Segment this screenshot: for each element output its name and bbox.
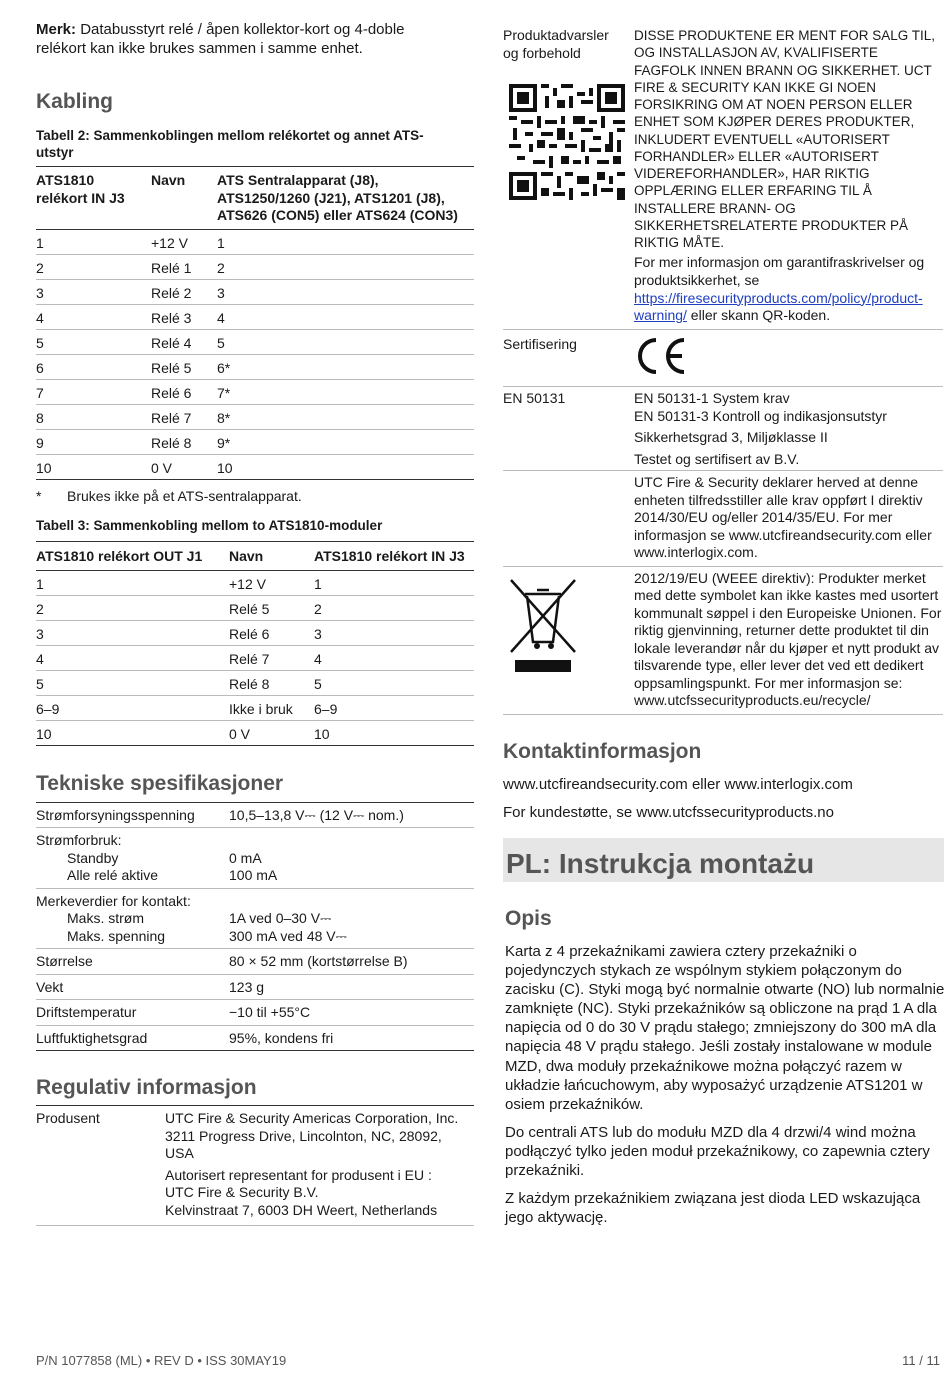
table-row — [36, 279, 474, 304]
warnings-upper: DISSE PRODUKTENE ER MENT FOR SALG TIL, OG INSTALLASJON AV, KVALIFISERTE FAGFOLK INNEN BRANN OG SIKKERHET. UCT FIRE & SECURITY KAN IKKE GI NOEN FORSIKRING OM AT NOEN PERSON ELLER ENHET SOM KJØPER DERES PRODUKTER, INKLUDERT EVENTUELL «AUTORISERT FORHANDLER» ELLER «AUTORISERT VIDEREFORHANDLER», HAR RIKTIG OPPLÆRING ELLER ERFARING TIL Å INSTALLERE BRANN- OG SIKKERHETSRELATERTE PRODUKTER PÅ RIKTIG MÅTE. — [634, 28, 936, 251]
table3-cell: 5 — [36, 671, 229, 696]
table-row — [36, 354, 474, 379]
table-row — [36, 1000, 474, 1026]
table3-header-col2: Navn — [229, 541, 314, 571]
contact-line1: www.utcfireandsecurity.com eller www.interlogix.com — [503, 776, 853, 794]
ce-mark-icon — [634, 336, 690, 376]
table2-header-col1: ATS1810 relékort IN J3 — [36, 167, 151, 230]
opis-heading: Opis — [505, 907, 552, 930]
table3-cell: Ikke i bruk — [229, 696, 314, 721]
spec-value: 95%, kondens fri — [229, 1025, 474, 1051]
spec-label: Vekt — [36, 974, 229, 1000]
table3-cell: 2 — [314, 596, 474, 621]
table-row — [36, 329, 474, 354]
table-row — [36, 802, 474, 828]
opis-para1: Karta z 4 przekaźnikami zawiera cztery przekaźniki o pojedynczych stykach ze wspólnym stykiem połączonym do zacisku (C). Styki mogą być normalnie otwarte (NO) lub normalnie zamknięte (NC). Styki przekaźników są obliczone na prąd 1 A dla napięcia od 0 do 30 V prądu stałego; zmniejszony do 300 mA dla napięcia 48 V prądu stałego. Jeśli zostały instalowane w module MZD, dwa moduły przekaźnikowe można połączyć razem w układzie łańcuchowym, aby wyposażyć urządzenie ATS1201 w osiem przekaźników. — [505, 943, 945, 1113]
table-row — [36, 404, 474, 429]
table2-cell: 7* — [217, 379, 474, 404]
pl-banner-title: PL: Instrukcja montażu — [506, 848, 815, 879]
rep-line: UTC Fire & Security B.V. — [165, 1184, 319, 1201]
table2-cell: 3 — [217, 279, 474, 304]
producer-line: 3211 Progress Drive, Lincolnton, NC, 28092, USA — [165, 1127, 442, 1162]
table3-cell: +12 V — [229, 571, 314, 596]
table2-cell: 9* — [217, 429, 474, 454]
table2-cell: 8* — [217, 404, 474, 429]
spec-label: Størrelse — [36, 949, 229, 975]
spec-label: Driftstemperatur — [36, 1000, 229, 1026]
rep-line: Kelvinstraat 7, 6003 DH Weert, Netherlands — [165, 1201, 438, 1218]
producer-info — [165, 1106, 474, 1226]
table2-cell: Relé 8 — [151, 429, 217, 454]
table2 — [36, 166, 474, 480]
table2-cell: 8 — [36, 404, 151, 429]
spec-sublabel: Standby — [67, 849, 119, 866]
table3-cell: Relé 7 — [229, 646, 314, 671]
kabling-heading: Kabling — [36, 90, 113, 114]
contact-heading: Kontaktinformasjon — [503, 739, 702, 763]
specs-table — [36, 802, 474, 1052]
table3-cell: 10 — [36, 721, 229, 746]
warnings-tail: eller skann QR-koden. — [686, 307, 831, 324]
spec-value: 1A ved 0–30 V⎓ — [229, 910, 332, 927]
table2-caption-label: Tabell 2: — [36, 128, 90, 144]
table2-caption — [36, 128, 446, 162]
opis-para3: Z każdym przekaźnikiem związana jest dioda LED wskazująca jego aktywację. — [505, 1189, 921, 1226]
en-line: EN 50131-1 System krav — [634, 390, 790, 407]
warnings-label-cell — [503, 24, 634, 329]
warnings-more-text: For mer informasjon om garantifraskrivelser og produktsikkerhet, se — [634, 254, 925, 289]
table2-cell: 2 — [36, 254, 151, 279]
table2-cell: 9 — [36, 429, 151, 454]
opis-para2: Do centrali ATS lub do modułu MZD dla 4 drzwi/4 wind można podłączyć tylko jeden moduł przekaźnikowy, co zapewnia cztery przekaźniki. — [505, 1123, 930, 1179]
spec-value: 100 mA — [229, 867, 278, 884]
cert-mark-cell — [634, 329, 943, 387]
table3-cell: 1 — [314, 571, 474, 596]
en-line: EN 50131-3 Kontroll og indikasjonsutstyr — [634, 407, 887, 424]
table3-cell: 10 — [314, 721, 474, 746]
spec-sublabel: Maks. strøm — [67, 910, 144, 927]
spec-value: 80 × 52 mm (kortstørrelse B) — [229, 949, 474, 975]
table-row — [36, 646, 474, 671]
spec-sublabel: Alle relé aktive — [67, 867, 159, 884]
en-label: EN 50131 — [503, 387, 634, 471]
note-label: Merk: — [36, 21, 77, 38]
table3-cell: 0 V — [229, 721, 314, 746]
footer-part-number: P/N 1077858 (ML) • REV D • ISS 30MAY19 — [36, 1353, 287, 1368]
table2-cell: 5 — [36, 329, 151, 354]
warnings-label: Produktadvarsler og forbehold — [503, 27, 609, 61]
weee-text: 2012/19/EU (WEEE direktiv): Produkter merket med dette symbolet kan ikke kastes med usortert kommunalt søppel i den Europeiske Unionen. For riktig gjenvinning, returner dette produktet til din lokale leverandør når du kjøper et nytt produkt av tilsvarende type, eller lever det ved ett dedikert oppsamlingspunkt. For mer informasjon se: www.utcfssecurityproducts.eu/recycle/ — [634, 566, 943, 714]
spec-label: Strømforbruk: — [36, 832, 122, 849]
table3-cell: 2 — [36, 596, 229, 621]
table3-cell: 4 — [314, 646, 474, 671]
table3-cell: 6–9 — [36, 696, 229, 721]
table3-cell: Relé 5 — [229, 596, 314, 621]
table-row — [503, 471, 943, 567]
regulatory-table — [36, 1105, 474, 1226]
table-row — [36, 304, 474, 329]
table2-footnote — [36, 488, 474, 506]
table2-header-row — [36, 167, 474, 230]
table2-cell: 5 — [217, 329, 474, 354]
table-row — [503, 566, 943, 714]
table2-caption-text: Sammenkoblingen mellom relékortet og annet ATS-utstyr — [36, 128, 424, 161]
table-row — [36, 671, 474, 696]
cert-label: Sertifisering — [503, 329, 634, 387]
table-row — [36, 721, 474, 746]
specs-heading: Tekniske spesifikasjoner — [36, 772, 284, 796]
spec-label-group — [36, 888, 229, 949]
table2-cell: Relé 1 — [151, 254, 217, 279]
footnote-text: Brukes ikke på et ATS-sentralapparat. — [67, 487, 302, 504]
table3-cell: 4 — [36, 646, 229, 671]
pl-section — [505, 906, 945, 1227]
qr-code-icon — [509, 84, 625, 200]
table-row — [36, 1025, 474, 1051]
table-row — [36, 229, 474, 254]
en-line: Testet og sertifisert av B.V. — [634, 450, 800, 467]
table3-cell: 5 — [314, 671, 474, 696]
table-row — [36, 596, 474, 621]
table2-cell: +12 V — [151, 229, 217, 254]
table2-cell: Relé 3 — [151, 304, 217, 329]
table3-cell: 6–9 — [314, 696, 474, 721]
table-row — [503, 24, 943, 329]
declaration: UTC Fire & Security deklarer herved at denne enheten tilfredsstiller alle krav oppført I direktiv 2014/30/EU og/eller 2014/35/EU. For mer informasjon se www.utcfireandsecurity.com eller www.interlogix.com. — [634, 471, 943, 567]
table2-cell: 4 — [217, 304, 474, 329]
spec-label: Merkeverdier for kontakt: — [36, 892, 191, 909]
table3-caption: Tabell 3: Sammenkobling mellom to ATS1810-moduler — [36, 518, 383, 534]
table3-header-col3: ATS1810 relékort IN J3 — [314, 541, 474, 571]
spec-value: −10 til +55°C — [229, 1000, 474, 1026]
warnings-more — [634, 254, 943, 325]
table-row — [503, 387, 943, 471]
table2-header-col2: Navn — [151, 167, 217, 230]
footnote-mark: * — [36, 487, 42, 504]
table3-cell: Relé 8 — [229, 671, 314, 696]
table2-cell: 0 V — [151, 454, 217, 479]
table-row — [36, 974, 474, 1000]
note — [36, 20, 436, 58]
note-text: Databusstyrt relé / åpen kollektor-kort og 4-doble relékort kan ikke brukes sammen i samme enhet. — [36, 21, 405, 58]
table-row — [36, 1106, 474, 1226]
table-row — [36, 454, 474, 479]
spec-label-group — [36, 828, 229, 889]
table3-cell: 3 — [36, 621, 229, 646]
table3 — [36, 541, 474, 747]
left-column — [36, 20, 474, 1226]
spec-value-group — [229, 888, 474, 949]
table2-cell: 4 — [36, 304, 151, 329]
crossed-bin-icon — [507, 574, 579, 674]
regulatory-heading: Regulativ informasjon — [36, 1076, 257, 1100]
weee-icon-cell — [503, 566, 634, 714]
spec-value: 10,5–13,8 V⎓ (12 V⎓ nom.) — [229, 802, 474, 828]
table2-cell: 2 — [217, 254, 474, 279]
en-text-cell — [634, 387, 943, 471]
contact-line2: For kundestøtte, se www.utcfssecurityproducts.no — [503, 804, 834, 822]
table3-cell: 3 — [314, 621, 474, 646]
table3-cell: Relé 6 — [229, 621, 314, 646]
table-row — [36, 621, 474, 646]
table3-cell: 1 — [36, 571, 229, 596]
rep-line: Autorisert representant for produsent i EU : — [165, 1166, 432, 1183]
table-row — [36, 696, 474, 721]
warnings-text-cell — [634, 24, 943, 329]
table-row — [36, 429, 474, 454]
warnings-link[interactable]: https://firesecurityproducts.com/policy/product-warning/ — [634, 289, 923, 324]
empty-cell — [503, 471, 634, 567]
spec-value-group — [229, 828, 474, 889]
table2-cell: 3 — [36, 279, 151, 304]
table3-header-col1: ATS1810 relékort OUT J1 — [36, 541, 229, 571]
spec-label: Strømforsyningsspenning — [36, 802, 229, 828]
table2-cell: Relé 6 — [151, 379, 217, 404]
table2-cell: Relé 5 — [151, 354, 217, 379]
table2-cell: Relé 7 — [151, 404, 217, 429]
table-row — [36, 379, 474, 404]
table-row — [36, 254, 474, 279]
table2-cell: 7 — [36, 379, 151, 404]
table2-cell: Relé 2 — [151, 279, 217, 304]
compliance-table — [503, 24, 943, 715]
table3-header-row — [36, 541, 474, 571]
table2-header-col3: ATS Sentralapparat (J8), ATS1250/1260 (J21), ATS1201 (J8), ATS626 (CON5) eller ATS624 (CON3) — [217, 167, 474, 230]
table-row — [36, 949, 474, 975]
right-column — [503, 24, 943, 822]
table2-cell: 6 — [36, 354, 151, 379]
spec-value: 0 mA — [229, 849, 262, 866]
table2-cell: 10 — [217, 454, 474, 479]
table2-cell: Relé 4 — [151, 329, 217, 354]
table2-cell: 10 — [36, 454, 151, 479]
table-row — [36, 571, 474, 596]
table2-cell: 1 — [36, 229, 151, 254]
table2-cell: 1 — [217, 229, 474, 254]
footer-page-number: 11 / 11 — [902, 1353, 940, 1368]
table-row — [503, 329, 943, 387]
producer-label: Produsent — [36, 1106, 165, 1226]
producer-line: UTC Fire & Security Americas Corporation, Inc. — [165, 1110, 459, 1127]
spec-label: Luftfuktighetsgrad — [36, 1025, 229, 1051]
spec-value: 300 mA ved 48 V⎓ — [229, 927, 347, 944]
spec-sublabel: Maks. spenning — [67, 927, 166, 944]
table2-cell: 6* — [217, 354, 474, 379]
table-row — [36, 828, 474, 889]
en-line: Sikkerhetsgrad 3, Miljøklasse II — [634, 429, 828, 446]
table-row — [36, 888, 474, 949]
spec-value: 123 g — [229, 974, 474, 1000]
pl-banner — [503, 838, 944, 882]
